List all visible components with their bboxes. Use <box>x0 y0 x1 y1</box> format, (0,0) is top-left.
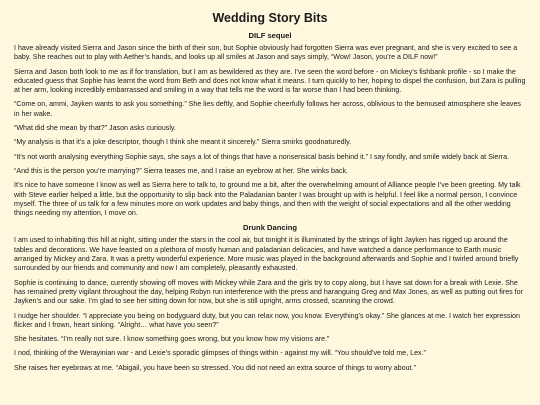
paragraph: Sierra and Jason both look to me as if for translation, but I am as bewildered as they are. I’ve seen the word before - on Mickey’s fishbank profile - so I make the educated guess that Sophie has learnt the word from Beth and does not know what it means. I turn quickly to her, hoping to dispel the confusion, but Zara is pulling at her arm, looking incredibly embarrassed and smiling in a way that tells me the word is far worse than I had been thinking. <box>14 67 526 95</box>
paragraph: She hesitates. “I’m really not sure. I know something goes wrong, but you know how my visions are.” <box>14 335 330 344</box>
section-heading-drunk-dancing: Drunk Dancing <box>242 223 297 233</box>
paragraph: “What did she mean by that?” Jason asks curiously. <box>14 124 176 133</box>
paragraph: Sophie is continuing to dance, currently showing off moves with Mickey while Zara and the girls try to copy along, but I have sat down for a break with Lexie. She has remained pretty vigilant throughout the day, helping Robyn run interference with the press and haranguing Greg and Max Jones, as well as putting out fires for Jayken’s and our sake. I’m glad to see her sitting down for now, but she is still upright, arms crossed, scanning the crowd. <box>14 278 523 306</box>
paragraph: I nudge her shoulder. “I appreciate you being on bodyguard duty, but you can relax now, you know. Everything’s okay.” She glances at me. I watch her expression flicker and I frown, heart sinking. “Alright… what have you seen?” <box>14 311 520 329</box>
paragraph: I have already visited Sierra and Jason since the birth of their son, but Sophie obviously had forgotten Sierra was ever pregnant, and she is very excited to see a baby. She reaches out to play with Aether’s hands, and looks up all smiles at Jason and says simply, “Wow! Jason, you’re a DILF now!” <box>14 44 518 62</box>
paragraph: “And this is the person you’re marrying?” Sierra teases me, and I raise an eyebrow at her. She winks back. <box>14 166 348 175</box>
section-heading-dilf-sequel: DILF sequel <box>248 31 292 40</box>
paragraph: “Come on, ammi, Jayken wants to ask you something.” She lies deftly, and Sophie cheerfully follows her across, oblivious to the bemused atmosphere she leaves in her wake. <box>14 100 521 118</box>
paragraph: She raises her eyebrows at me. “Abigail, you have been so stressed. You did not need an extra source of things to worry about.” <box>14 363 416 372</box>
paragraph: I am used to inhabiting this hill at night, sitting under the stars in the cool air, but tonight it is illuminated by the strings of light Jayken has rigged up around the tables and decorations. We have feasted on a plethora of mostly human and paladanian delicacies, and have watched a dance performance to Earth music arranged by Mickey and Zara. It was a pretty wonderful experience. More music was played in the background afterwards and Sophie and I twirled around briefly surrounded by our friends and community and now I am completely, pleasantly exhausted. <box>14 236 519 273</box>
paragraph: I nod, thinking of the Werayinian war - and Lexie’s sporadic glimpses of things within - against my will. “You should’ve told me, Lex.” <box>14 349 426 358</box>
document-title: Wedding Story Bits <box>212 11 328 25</box>
paragraph: “My analysis is that it’s a joke descriptor, though I think she meant it sincerely.” Sierra smirks goodnaturedly. <box>14 138 352 147</box>
paragraph: It’s nice to have someone I know as well as Sierra here to talk to, to ground me a bit, after the overwhelming amount of Alliance people I’ve been greeting. My talk with Steve earlier helped a little, but the opportunity to slip back into the Paladanian banter I was brought up with is helpful. I feel like a normal person, I convince myself. The three of us talk for a few minutes more on work updates and baby things, and then with the weight of social expectations and all the other wedding things needing my attention, I move on. <box>14 181 521 218</box>
paragraph: “It’s not worth analysing everything Sophie says, she says a lot of things that have a nonsensical basis behind it.” I say fondly, and smile widely back at Sierra. <box>14 152 509 161</box>
